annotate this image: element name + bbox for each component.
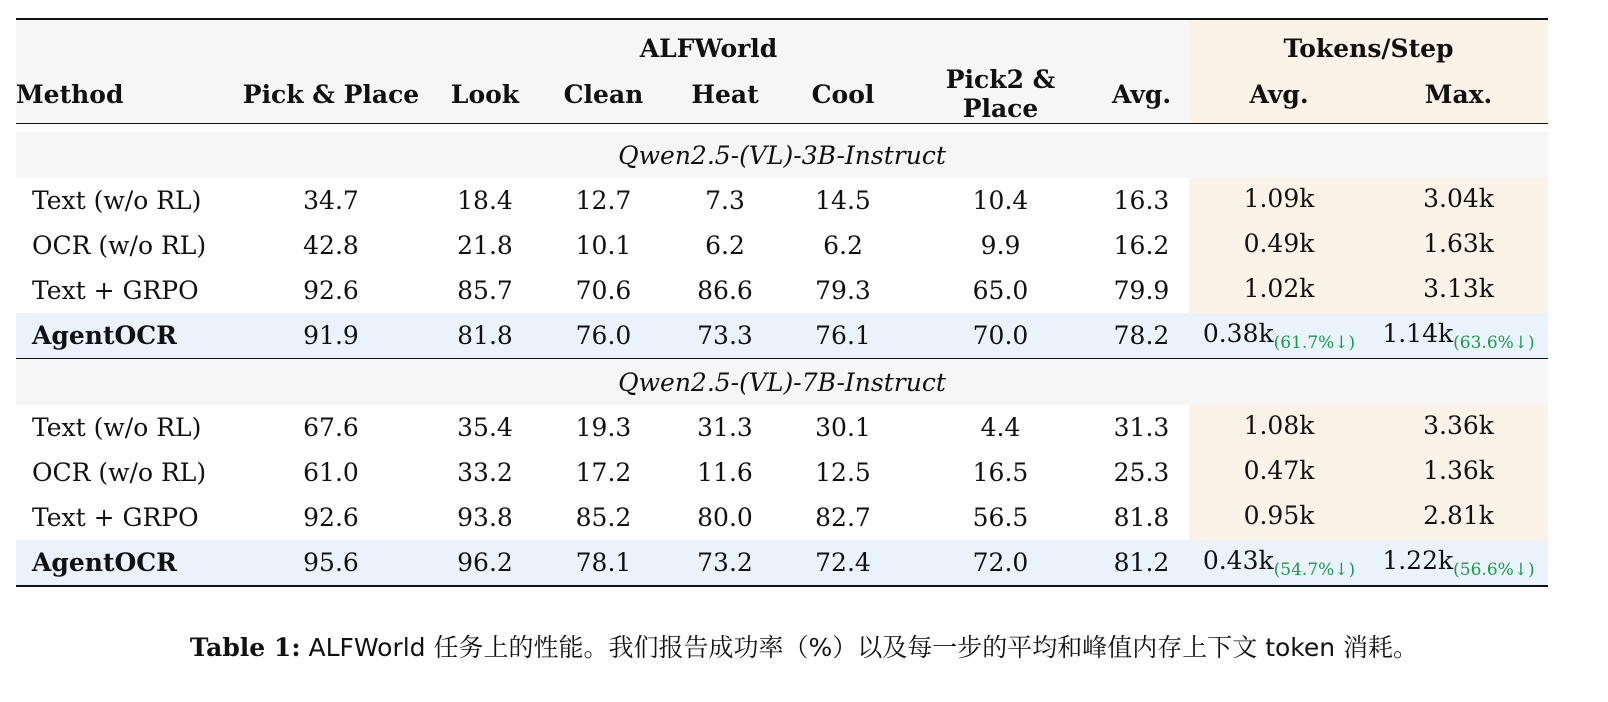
tokens-avg-value: 0.43k [1202,545,1274,575]
table-row [16,268,1548,313]
tokens-max-cell [1369,313,1548,359]
tokens-avg-value: 0.47k [1243,455,1315,485]
tokens-avg-cell [1189,450,1369,495]
tokens-max-cell [1369,450,1548,495]
caption-text: ALFWorld 任务上的性能。我们报告成功率（%）以及每一步的平均和峰值内存上下文 token 消耗。 [308,633,1419,662]
tokens-max-cell [1369,223,1548,268]
tokens-max-value: 3.36k [1423,410,1494,440]
value-cell: 18.4 [457,186,513,215]
tokens-max-value: 3.04k [1423,183,1494,213]
value-cell: 35.4 [457,413,513,442]
tokens-max-value: 1.22k [1382,545,1454,575]
method-cell: AgentOCR [16,313,228,359]
value-cell: 85.7 [457,276,513,305]
table-body [16,124,1548,587]
value-cell: 70.0 [907,313,1094,359]
value-cell: 73.2 [671,540,779,586]
col-header-tokens-avg: Avg. [1189,65,1369,124]
value-cell: 81.8 [1113,503,1170,532]
tokens-avg-value: 0.49k [1243,228,1315,258]
value-cell: 79.3 [815,276,871,305]
table-row [16,405,1548,450]
tokens-avg-cell [1189,405,1369,450]
value-cell: 78.1 [536,540,671,586]
col-header-pick2-place: Pick2 & Place [907,65,1094,124]
tokens-max-value: 1.14k [1382,318,1454,348]
value-cell: 16.2 [1113,231,1170,260]
tokens-max-value: 1.36k [1423,455,1494,485]
value-cell: 92.6 [303,503,359,532]
value-cell: 11.6 [697,458,753,487]
value-cell: 14.5 [815,186,871,215]
value-cell: 34.7 [303,186,359,215]
reduction-note: (54.7%↓) [1273,559,1356,580]
table-row [16,450,1548,495]
value-cell: 31.3 [1113,413,1170,442]
value-cell: 7.3 [705,186,745,215]
col-header-tokens-max: Max. [1369,65,1548,124]
reduction-note: (63.6%↓) [1453,332,1535,353]
value-cell: 25.3 [1113,458,1170,487]
tokens-avg-cell [1189,178,1369,223]
value-cell: 96.2 [434,540,536,586]
value-cell: 61.0 [303,458,359,487]
value-cell: 93.8 [457,503,513,532]
tokens-max-cell [1369,405,1548,450]
tokens-avg-value: 0.38k [1202,318,1274,348]
value-cell: 76.1 [779,313,907,359]
table-row-highlighted [16,540,1548,586]
col-header-heat: Heat [671,65,779,124]
value-cell: 16.5 [972,458,1029,487]
table-row [16,223,1548,268]
value-cell: 72.4 [779,540,907,586]
table-row [16,495,1548,540]
col-header-pick-place: Pick & Place [228,65,434,124]
value-cell: 30.1 [815,413,871,442]
value-cell: 31.3 [697,413,753,442]
value-cell: 80.0 [697,503,753,532]
group-row-3b [16,132,1548,178]
value-cell: 65.0 [972,276,1029,305]
value-cell: 91.9 [228,313,434,359]
tokens-avg-value: 1.09k [1243,183,1315,213]
value-cell: 56.5 [972,503,1029,532]
alfworld-group-header: ALFWorld [228,19,1189,65]
tokens-max-cell [1369,495,1548,540]
value-cell: 21.8 [457,231,513,260]
col-header-look: Look [434,65,536,124]
value-cell: 70.6 [575,276,632,305]
reduction-note: (61.7%↓) [1273,332,1356,353]
value-cell: 76.0 [536,313,671,359]
value-cell: 19.3 [575,413,632,442]
value-cell: 9.9 [980,231,1021,260]
value-cell: 10.4 [972,186,1029,215]
value-cell: 82.7 [815,503,871,532]
col-header-avg: Avg. [1094,65,1189,124]
value-cell: 16.3 [1113,186,1170,215]
tokens-max-value: 2.81k [1423,500,1494,530]
value-cell: 81.2 [1094,540,1189,586]
method-cell: Text + GRPO [32,276,199,305]
value-cell: 81.8 [434,313,536,359]
tokens-avg-cell [1189,313,1369,359]
value-cell: 12.5 [815,458,871,487]
tokens-max-cell [1369,178,1548,223]
value-cell: 79.9 [1113,276,1170,305]
tokens-avg-value: 0.95k [1243,500,1315,530]
value-cell: 95.6 [228,540,434,586]
table-row-highlighted [16,313,1548,359]
table-header [16,19,1548,124]
value-cell: 17.2 [575,458,632,487]
col-header-cool: Cool [779,65,907,124]
col-header-method: Method [16,65,228,124]
value-cell: 86.6 [697,276,753,305]
value-cell: 4.4 [980,413,1021,442]
method-cell: OCR (w/o RL) [32,231,207,260]
group-title: Qwen2.5-(VL)-3B-Instruct [16,132,1548,178]
tokens-avg-cell [1189,268,1369,313]
group-title: Qwen2.5-(VL)-7B-Instruct [16,359,1548,406]
tokens-avg-cell [1189,495,1369,540]
value-cell: 12.7 [575,186,632,215]
col-header-clean: Clean [536,65,671,124]
value-cell: 33.2 [457,458,513,487]
tokens-avg-value: 1.02k [1243,273,1315,303]
value-cell: 73.3 [671,313,779,359]
table-caption [0,628,1608,664]
value-cell: 42.8 [303,231,359,260]
tokens-max-value: 1.63k [1423,228,1494,258]
value-cell: 92.6 [303,276,359,305]
tokens-avg-cell [1189,223,1369,268]
value-cell: 6.2 [823,231,863,260]
tokens-avg-value: 1.08k [1243,410,1315,440]
value-cell: 78.2 [1094,313,1189,359]
caption-label: Table 1: [189,633,301,662]
method-cell: Text (w/o RL) [32,186,202,215]
value-cell: 6.2 [705,231,745,260]
reduction-note: (56.6%↓) [1453,559,1535,580]
results-table [16,18,1548,587]
method-cell: Text + GRPO [32,503,199,532]
method-cell: Text (w/o RL) [32,413,202,442]
method-cell: AgentOCR [16,540,228,586]
value-cell: 85.2 [575,503,632,532]
method-cell: OCR (w/o RL) [32,458,207,487]
value-cell: 67.6 [303,413,359,442]
table-row [16,178,1548,223]
tokens-group-header: Tokens/Step [1189,19,1548,65]
tokens-max-cell [1369,268,1548,313]
header-spacer [16,19,228,65]
value-cell: 72.0 [907,540,1094,586]
results-table-container [16,18,1548,587]
tokens-max-cell [1369,540,1548,586]
tokens-max-value: 3.13k [1423,273,1494,303]
tokens-avg-cell [1189,540,1369,586]
group-row-7b [16,359,1548,406]
value-cell: 10.1 [575,231,632,260]
